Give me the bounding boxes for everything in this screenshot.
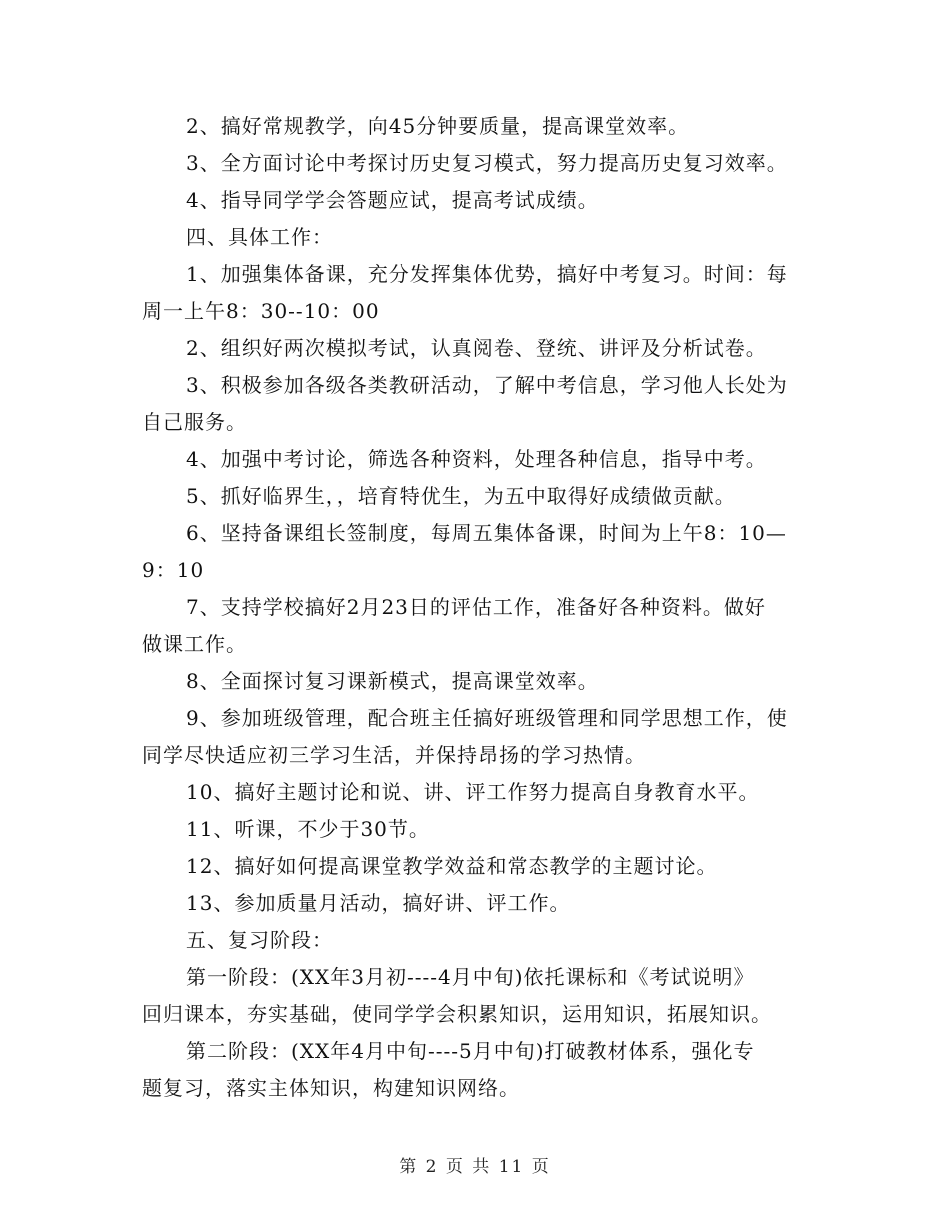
paragraph-line: 9：10 [142,558,205,582]
paragraph [142,663,810,700]
paragraph [142,182,810,219]
paragraph [142,441,810,478]
paragraph-line: 同学尽快适应初三学习生活，并保持昂扬的学习热情。 [142,743,646,767]
paragraph-line: 回归课本，夯实基础，使同学学会积累知识，运用知识，拓展知识。 [142,1002,772,1026]
paragraph-line: 四、具体工作： [186,225,333,249]
paragraph-line: 3、积极参加各级各类教研活动，了解中考信息，学习他人长处为 [186,373,788,397]
paragraph-line: 2、组织好两次模拟考试，认真阅卷、登统、讲评及分析试卷。 [186,336,767,360]
paragraph-line: 6、坚持备课组长签制度，每周五集体备课，时间为上午8：10— [186,521,787,545]
paragraph-line: 5、抓好临界生，，培育特优生，为五中取得好成绩做贡献。 [186,484,736,508]
paragraph-line: 12、搞好如何提高课堂教学效益和常态教学的主题讨论。 [186,854,718,878]
paragraph-line: 五、复习阶段： [186,928,333,952]
paragraph-line: 1、加强集体备课，充分发挥集体优势，搞好中考复习。时间：每 [186,262,788,286]
paragraph [142,700,810,774]
paragraph-line: 13、参加质量月活动，搞好讲、评工作。 [186,891,571,915]
paragraph [142,848,810,885]
paragraph-line: 题复习，落实主体知识，构建知识网络。 [142,1076,520,1100]
paragraph [142,515,810,589]
paragraph [142,256,810,330]
paragraph [142,478,810,515]
paragraph-line: 3、全方面讨论中考探讨历史复习模式，努力提高历史复习效率。 [186,151,788,175]
document-body [142,108,810,1107]
paragraph [142,885,810,922]
paragraph-line: 2、搞好常规教学，向45分钟要质量，提高课堂效率。 [186,114,690,138]
paragraph [142,811,810,848]
paragraph-line: 10、搞好主题讨论和说、讲、评工作努力提高自身教育水平。 [186,780,760,804]
paragraph-line: 第一阶段：(XX年3月初----4月中旬)依托课标和《考试说明》 [186,965,755,989]
paragraph [142,959,810,1033]
paragraph [142,922,810,959]
paragraph-line: 第二阶段：(XX年4月中旬----5月中旬)打破教材体系，强化专 [186,1039,755,1063]
paragraph-line: 自己服务。 [142,410,247,434]
paragraph-line: 7、支持学校搞好2月23日的评估工作，准备好各种资料。做好 [186,595,766,619]
paragraph-line: 9、参加班级管理，配合班主任搞好班级管理和同学思想工作，使 [186,706,788,730]
paragraph [142,1033,810,1107]
paragraph-line: 做课工作。 [142,632,247,656]
paragraph [142,145,810,182]
paragraph-line: 4、指导同学学会答题应试，提高考试成绩。 [186,188,599,212]
paragraph [142,774,810,811]
paragraph [142,108,810,145]
paragraph [142,330,810,367]
page-footer: 第 2 页 共 11 页 [399,1157,551,1177]
paragraph [142,589,810,663]
paragraph [142,367,810,441]
paragraph-line: 11、听课，不少于30节。 [186,817,430,841]
paragraph [142,219,810,256]
paragraph-line: 8、全面探讨复习课新模式，提高课堂效率。 [186,669,599,693]
paragraph-line: 4、加强中考讨论，筛选各种资料，处理各种信息，指导中考。 [186,447,767,471]
paragraph-line: 周一上午8：30--10：00 [142,299,380,323]
